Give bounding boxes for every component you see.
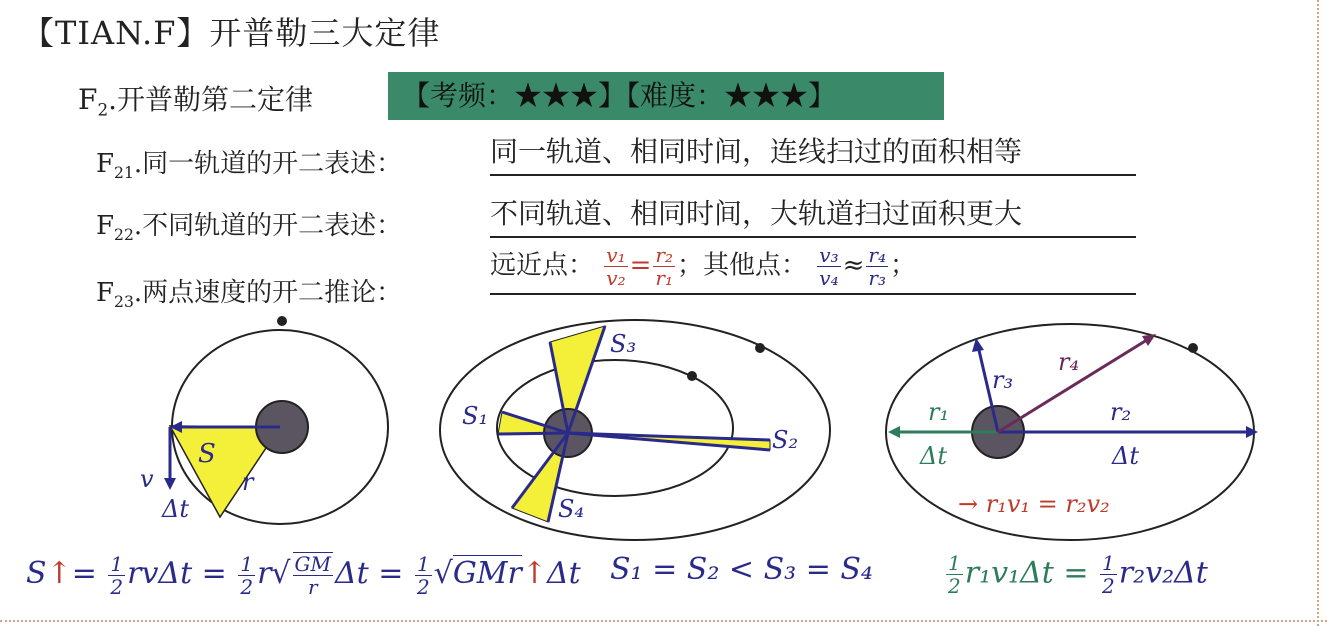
equation-area-compare: S₁ = S₂ < S₃ = S₄ <box>610 552 873 587</box>
answer-f21: 同一轨道、相同时间，连线扫过的面积相等 <box>490 130 1136 176</box>
arrow-s1b <box>498 433 568 434</box>
row-label: .两点速度的开二推论： <box>133 278 403 308</box>
fraction-half: $\frac{1}{2}$ <box>416 551 430 599</box>
approx-sign: ≈ <box>842 250 865 281</box>
equation-kepler-ratio <box>944 552 1208 597</box>
row-prefix: F <box>96 211 115 241</box>
eq-part: r <box>257 556 272 591</box>
label-s4: S₄ <box>558 495 585 523</box>
sqrt-content: GMr <box>452 556 522 591</box>
time-label: Δt <box>162 495 189 523</box>
section-title <box>78 78 313 120</box>
fraction-v3-v4: $\frac{\text{v₃}}{\text{v₄}}$ <box>819 243 839 290</box>
fraction-r2-r1: $\frac{\text{r₂}}{\text{r₁}}$ <box>655 243 673 290</box>
fraction-r4-r3: $\frac{\text{r₄}}{\text{r₃}}$ <box>868 243 886 290</box>
diagram-two-orbits <box>440 312 840 552</box>
row-f21 <box>96 143 402 182</box>
eq-part: = <box>71 556 107 591</box>
up-arrow: ↑ <box>46 556 72 591</box>
inner-planet-dot <box>687 371 697 381</box>
fraction-half: $\frac{1}{2}$ <box>1102 551 1115 598</box>
eq-part: Δt = <box>335 556 413 591</box>
area-label: S <box>198 439 216 469</box>
equals-sign: = <box>629 250 652 281</box>
label-t1: Δt <box>920 442 947 470</box>
fraction-gm-r: $\frac{GM}{r}$ <box>294 552 332 599</box>
diagram-radius-velocity <box>880 312 1280 552</box>
fraction-v1-v2: $\frac{\text{v₁}}{\text{v₂}}$ <box>606 243 626 290</box>
row-sub: 21 <box>114 164 134 183</box>
diagram-single-orbit <box>140 312 410 552</box>
row-f23 <box>96 272 402 311</box>
fraction-half: $\frac{1}{2}$ <box>240 551 254 599</box>
row-prefix: F <box>96 149 115 179</box>
velocity-arrowhead <box>164 478 176 490</box>
eq-part: Δt <box>546 556 581 591</box>
label-t2: Δt <box>1112 442 1139 470</box>
label-r4: r₄ <box>1058 348 1080 376</box>
sqrt-sign: √ <box>433 556 453 591</box>
equation-area <box>26 552 581 598</box>
answer-part: ；其他点： <box>676 250 807 281</box>
label-s2: S₂ <box>772 426 799 454</box>
outer-planet-dot <box>755 343 765 353</box>
page-title: 【TIAN.F】开普勒三大定律 <box>22 14 441 52</box>
fraction-half: $\frac{1}{2}$ <box>948 551 961 598</box>
page-edge-right <box>1317 0 1319 626</box>
frequency-difficulty-tag: 【考频：★★★】【难度：★★★】 <box>388 72 944 120</box>
answer-part: 远近点： <box>490 250 595 281</box>
row-sub: 22 <box>114 226 134 245</box>
row-label: .不同轨道的开二表述： <box>133 211 403 241</box>
row-sub: 23 <box>114 293 134 312</box>
eq-part: r₂v₂Δt <box>1118 555 1208 591</box>
relation-label: → r₁v₁ = r₂v₂ <box>958 490 1110 518</box>
up-arrow: ↑ <box>521 556 547 591</box>
eq-part: rvΔt = <box>127 556 237 591</box>
sqrt-sign: √ <box>271 556 291 591</box>
row-prefix: F <box>96 278 115 308</box>
row-f22 <box>96 205 402 244</box>
label-r3: r₃ <box>992 366 1014 394</box>
label-s1: S₁ <box>462 402 489 430</box>
answer-part: ； <box>889 250 916 281</box>
label-s3: S₃ <box>610 330 637 358</box>
row-label: .同一轨道的开二表述： <box>133 149 403 179</box>
label-r2: r₂ <box>1110 398 1132 426</box>
fraction-half: $\frac{1}{2}$ <box>110 551 124 599</box>
page-edge-bottom <box>0 620 1327 622</box>
r1-arrowhead <box>888 426 900 438</box>
answer-f23 <box>490 244 1136 295</box>
velocity-label: v <box>140 465 154 493</box>
radius-label: r <box>242 468 254 496</box>
label-r1: r₁ <box>928 398 950 426</box>
section-prefix: F <box>78 83 98 116</box>
section-text: .开普勒第二定律 <box>108 83 314 116</box>
eq-part: S <box>26 556 47 591</box>
eq-part: r₁v₁Δt = <box>964 555 1099 591</box>
planet-dot <box>1188 343 1198 353</box>
r2-arrowhead <box>1246 426 1258 438</box>
section-sub: 2 <box>97 99 109 120</box>
answer-f22: 不同轨道、相同时间，大轨道扫过面积更大 <box>490 192 1136 238</box>
planet-dot <box>277 316 287 326</box>
